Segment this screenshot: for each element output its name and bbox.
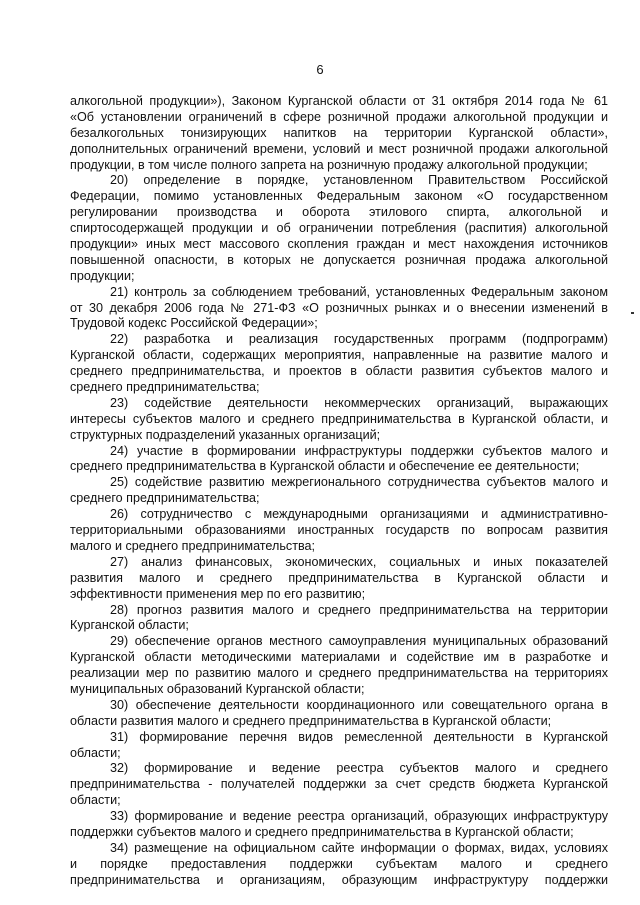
- paragraph: [70, 396, 608, 444]
- paragraph: [70, 475, 608, 507]
- text-line: 32) формирование и ведение реестра субъектов малого и среднего: [110, 761, 608, 776]
- paragraph: [70, 603, 608, 635]
- text-line: продукции;: [70, 268, 135, 283]
- paragraph: [70, 634, 608, 698]
- text-line: от 30 декабря 2006 года № 271-ФЗ «О розничных рынках и о внесении изменений в: [70, 300, 608, 315]
- text-line: безалкогольных тонизирующих напитков на территории Курганской области»,: [70, 125, 608, 140]
- text-line: 31) формирование перечня видов ремесленной деятельности в Курганской: [110, 729, 608, 744]
- text-line: области;: [70, 745, 121, 760]
- text-line: поддержки субъектов малого и среднего предпринимательства в Курганской области;: [70, 824, 574, 839]
- text-line: среднего предпринимательства;: [70, 380, 260, 395]
- text-line: эффективности применения мер по его развитию;: [70, 586, 366, 601]
- text-line: 34) размещение на официальном сайте информации о формах, видах, условиях: [110, 840, 608, 855]
- paragraph: [70, 285, 608, 333]
- text-line: алкогольной продукции»), Законом Курганской области от 31 октября 2014 года № 61: [70, 94, 608, 108]
- text-line: продукции» иных мест массового скопления граждан и мест нахождения источников: [70, 237, 608, 252]
- page-number: 6: [316, 62, 324, 77]
- paragraph: [70, 173, 608, 284]
- paragraph: [70, 730, 608, 762]
- text-line: 23) содействие деятельности некоммерческих организаций, выражающих: [110, 395, 608, 410]
- text-line: дополнительных ограничений времени, условий и мест розничной продажи алкогольной: [70, 141, 608, 156]
- text-line: регулировании производства и оборота этилового спирта, алкогольной и: [70, 205, 608, 220]
- paragraph: [70, 841, 608, 889]
- text-line: Курганской области методическими материалами и содействие им в разработке и: [70, 650, 608, 665]
- text-line: 28) прогноз развития малого и среднего предпринимательства на территории: [110, 602, 608, 617]
- paragraph: [70, 332, 608, 396]
- text-line: Курганской области, содержащих мероприятия, направленные на развитие малого и: [70, 348, 608, 363]
- text-line: продукции, в том числе полного запрета на розничную продажу алкогольной продукции;: [70, 157, 588, 172]
- text-line: малого и среднего предпринимательства;: [70, 538, 316, 553]
- scan-artifact-mark: [631, 312, 634, 314]
- text-line: предпринимательства - получателей поддержки за счет средств бюджета Курганской: [70, 777, 608, 792]
- text-line: 24) участие в формировании инфраструктуры поддержки субъектов малого и: [110, 443, 608, 458]
- text-line: 21) контроль за соблюдением требований, установленных Федеральным законом: [110, 284, 608, 299]
- text-line: 27) анализ финансовых, экономических, социальных и иных показателей: [110, 554, 608, 569]
- paragraph: [70, 444, 608, 476]
- text-line: среднего предпринимательства, и проектов в области развития субъектов малого и: [70, 364, 608, 379]
- text-line: повышенной опасности, в которых не допускается розничная продажа алкогольной: [70, 252, 608, 267]
- paragraph: [70, 507, 608, 555]
- text-line: интересы субъектов малого и среднего предпринимательства в Курганской области, и: [70, 411, 608, 426]
- paragraph: [70, 809, 608, 841]
- paragraph: [70, 94, 608, 173]
- text-line: области развития малого и среднего предпринимательства в Курганской области;: [70, 713, 552, 728]
- text-line: структурных подразделений указанных организаций;: [70, 427, 381, 442]
- text-line: 33) формирование и ведение реестра организаций, образующих инфраструктуру: [110, 809, 608, 824]
- paragraph: [70, 555, 608, 603]
- text-line: 20) определение в порядке, установленном Правительством Российской: [110, 173, 608, 188]
- text-line: муниципальных образований Курганской области;: [70, 681, 365, 696]
- text-line: 22) разработка и реализация государственных программ (подпрограмм): [110, 332, 608, 347]
- text-line: предпринимательства и организациям, образующим инфраструктуру поддержки: [70, 872, 608, 887]
- text-line: Федерации, помимо установленных Федеральным законом «О государственном: [70, 189, 608, 204]
- text-line: и порядке предоставления поддержки субъектам малого и среднего: [70, 856, 608, 871]
- text-line: развития малого и среднего предпринимательства в Курганской области и: [70, 570, 608, 585]
- text-line: области;: [70, 793, 121, 808]
- document-body: [70, 94, 608, 889]
- text-line: среднего предпринимательства в Курганской области и обеспечение ее деятельности;: [70, 459, 580, 474]
- text-line: среднего предпринимательства;: [70, 491, 260, 506]
- text-line: 25) содействие развитию межрегионального сотрудничества субъектов малого и: [110, 475, 608, 490]
- text-line: Курганской области;: [70, 618, 189, 633]
- text-line: спиртосодержащей продукции и об ограничении потребления (распития) алкогольной: [70, 221, 608, 236]
- text-line: Трудовой кодекс Российской Федерации»;: [70, 316, 318, 331]
- text-line: 29) обеспечение органов местного самоуправления муниципальных образований: [110, 634, 608, 649]
- paragraph: [70, 761, 608, 809]
- text-line: 30) обеспечение деятельности координационного или совещательного органа в: [110, 697, 608, 712]
- text-line: 26) сотрудничество с международными организациями и административно-: [110, 507, 608, 522]
- paragraph: [70, 698, 608, 730]
- text-line: «Об установлении ограничений в сфере розничной продажи алкогольной продукции и: [70, 109, 608, 124]
- text-line: реализации мер по развитию малого и среднего предпринимательства на территориях: [70, 666, 608, 681]
- text-line: территориальными образованиями иностранных государств по вопросам развития: [70, 523, 608, 538]
